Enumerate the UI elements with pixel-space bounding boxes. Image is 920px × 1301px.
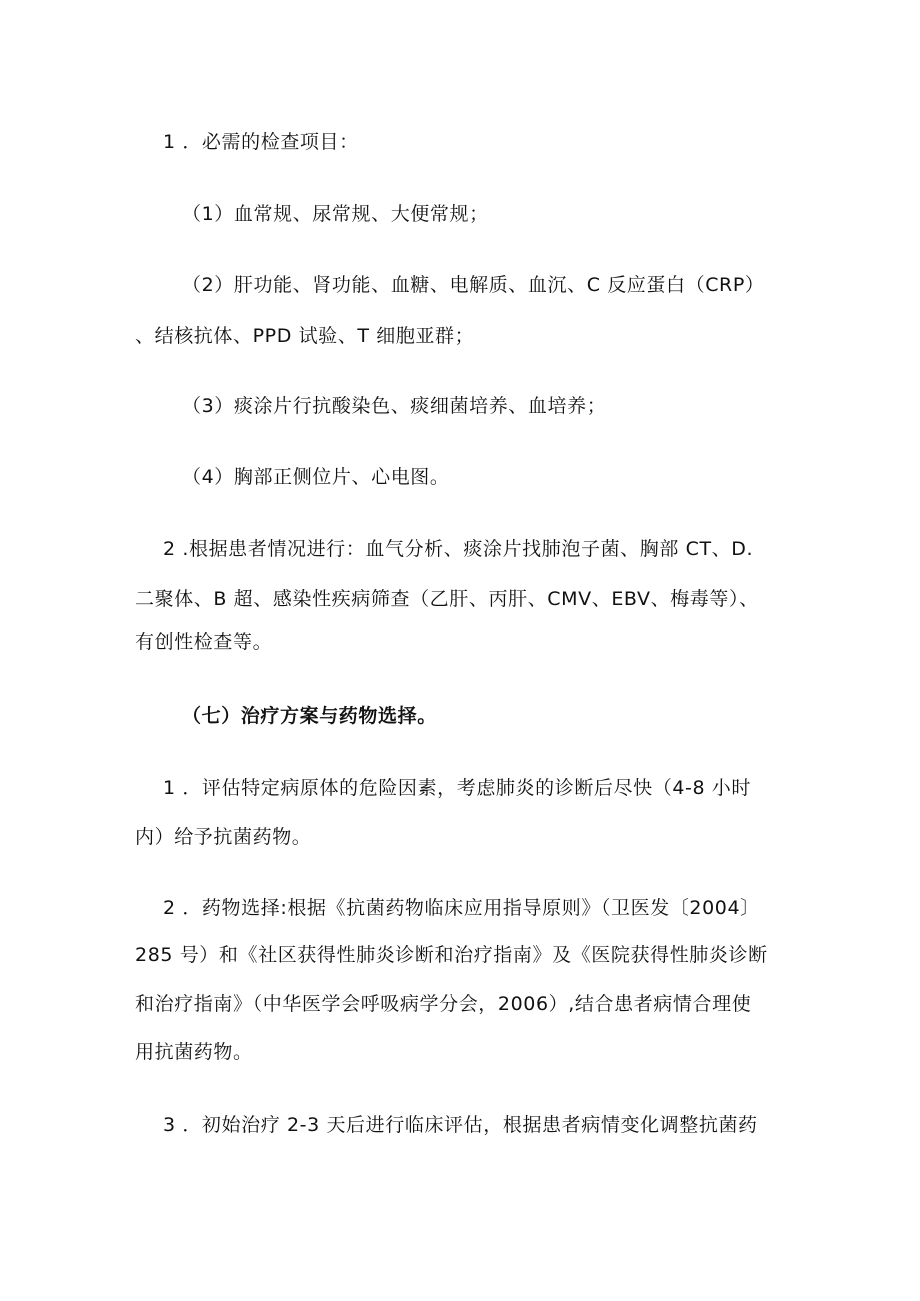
paragraph-treatment-1: 1 ．评估特定病原体的危险因素，考虑肺炎的诊断后尽快（4-8 小时 xyxy=(163,777,752,799)
paragraph-treatment-2: 2 ．药物选择:根据《抗菌药物临床应用指导原则》（卫医发〔2004〕 xyxy=(163,897,760,919)
section-heading-required-tests: 1 ．必需的检查项目： xyxy=(163,131,359,153)
list-item-1: （1）血常规、尿常规、大便常规； xyxy=(182,203,489,225)
paragraph-optional-tests: 2 .根据患者情况进行：血气分析、痰涂片找肺泡子菌、胸部 CT、D. xyxy=(163,538,754,560)
list-item-3: （3）痰涂片行抗酸染色、痰细菌培养、血培养； xyxy=(182,395,607,417)
paragraph-optional-tests-line-2: 二聚体、B 超、感染性疾病筛查（乙肝、丙肝、CMV、EBV、梅毒等）、 xyxy=(135,588,759,610)
list-item-2: （2）肝功能、肾功能、血糖、电解质、血沉、C 反应蛋白（CRP） xyxy=(182,274,765,296)
list-item-4: （4）胸部正侧位片、心电图。 xyxy=(182,466,450,488)
paragraph-treatment-2-line-4: 用抗菌药物。 xyxy=(135,1041,253,1063)
list-item-2-continued: 、结核抗体、PPD 试验、T 细胞亚群； xyxy=(135,325,475,347)
paragraph-treatment-3: 3 ．初始治疗 2-3 天后进行临床评估，根据患者病情变化调整抗菌药 xyxy=(163,1114,758,1136)
paragraph-treatment-2-line-3: 和治疗指南》（中华医学会呼吸病学分会，2006）,结合患者病情合理使 xyxy=(135,993,752,1015)
paragraph-optional-tests-line-3: 有创性检查等。 xyxy=(135,631,273,653)
paragraph-treatment-1-line-2: 内）给予抗菌药物。 xyxy=(135,826,312,848)
paragraph-treatment-2-line-2: 285 号）和《社区获得性肺炎诊断和治疗指南》及《医院获得性肺炎诊断 xyxy=(135,944,768,966)
section-heading-treatment: （七）治疗方案与药物选择。 xyxy=(182,705,437,727)
